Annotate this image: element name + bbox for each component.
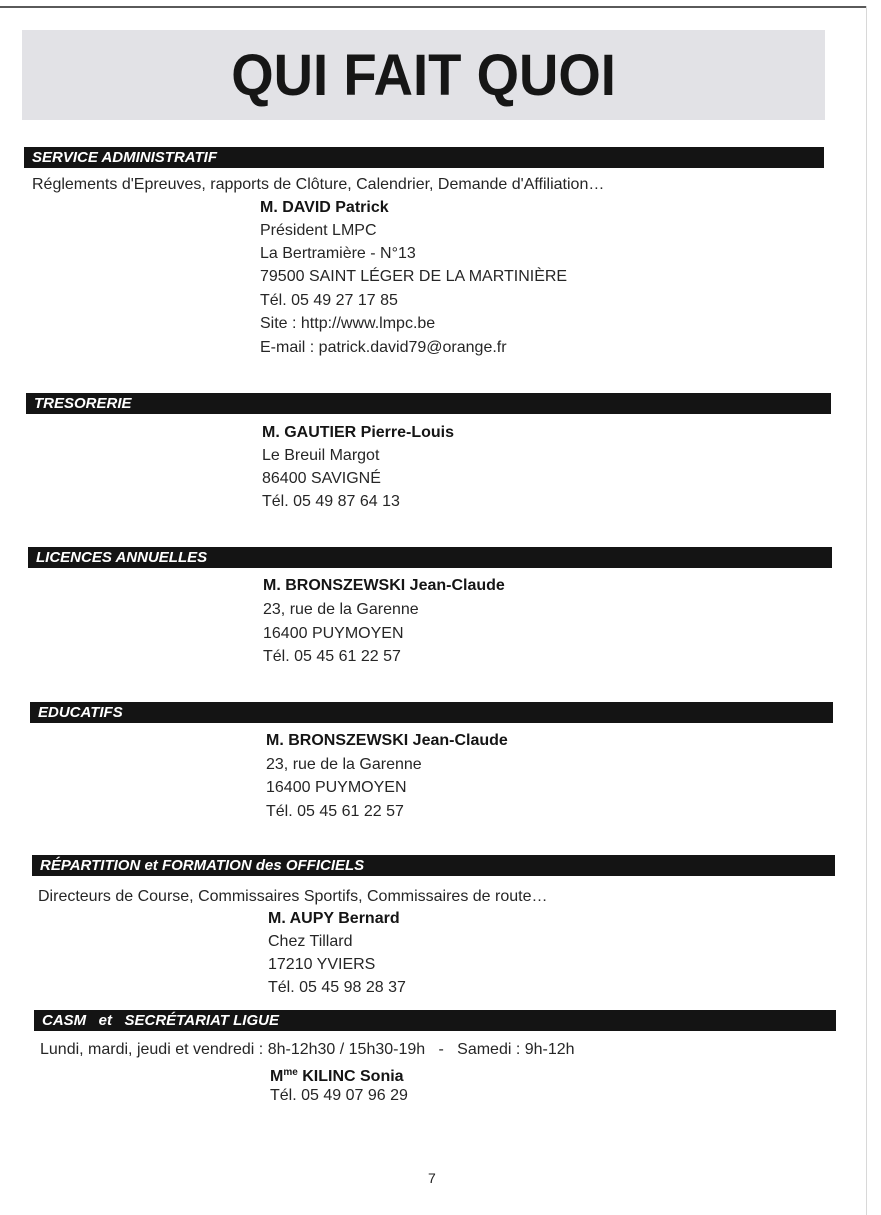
section-bar-tresorerie [26,393,831,414]
name-prefix-superscript: me [283,1067,298,1078]
contact-line: Tél. 05 49 07 96 29 [270,1087,408,1104]
section-heading: RÉPARTITION et FORMATION des OFFICIELS [40,857,365,874]
contact-line: Chez Tillard [268,933,353,950]
contact-line: 17210 YVIERS [268,956,376,973]
contact-line: E-mail : patrick.david79@orange.fr [260,339,507,356]
contact-line: Tél. 05 45 61 22 57 [263,648,401,665]
page-number: 7 [428,1170,436,1186]
section-bar-licences-annuelles [28,547,832,568]
contact-line: Site : http://www.lmpc.be [260,315,436,332]
section-heading: TRESORERIE [34,395,132,412]
section-description: Directeurs de Course, Commissaires Sportifs, Commissaires de route… [38,888,548,905]
contact-line: La Bertramière - N°13 [260,245,416,262]
title-band [22,30,825,120]
name-prefix: M [270,1068,284,1085]
page-right-edge [866,6,867,1215]
page-title: QUI FAIT QUOI [231,42,616,108]
contact-line: Tél. 05 49 87 64 13 [262,493,400,510]
contact-line: Président LMPC [260,222,377,239]
contact-name [270,1063,404,1087]
contact-line: 86400 SAVIGNÉ [262,470,381,487]
contact-line: Le Breuil Margot [262,447,380,464]
contact-line: Tél. 05 49 27 17 85 [260,292,398,309]
section-heading: EDUCATIFS [38,704,123,721]
section-heading: SERVICE ADMINISTRATIF [32,149,218,166]
section-bar-educatifs [30,702,833,723]
contact-name: M. DAVID Patrick [260,199,389,216]
section-bar-officiels [32,855,835,876]
contact-name: M. GAUTIER Pierre-Louis [262,424,455,441]
section-bar-casm [34,1010,836,1031]
section-heading: CASM et SECRÉTARIAT LIGUE [42,1012,279,1029]
contact-name: M. AUPY Bernard [268,910,400,927]
page-top-edge [0,6,866,8]
contact-line: 23, rue de la Garenne [266,756,422,773]
contact-name: M. BRONSZEWSKI Jean-Claude [263,577,505,594]
contact-line: 16400 PUYMOYEN [266,779,407,796]
contact-name-text: KILINC Sonia [302,1068,404,1085]
contact-line: 16400 PUYMOYEN [263,625,404,642]
section-description: Réglements d'Epreuves, rapports de Clôture, Calendrier, Demande d'Affiliation… [32,176,605,193]
contact-line: 79500 SAINT LÉGER DE LA MARTINIÈRE [260,268,568,285]
section-bar-service-administratif [24,147,824,168]
section-heading: LICENCES ANNUELLES [36,549,208,566]
contact-line: 23, rue de la Garenne [263,601,419,618]
contact-name: M. BRONSZEWSKI Jean-Claude [266,732,508,749]
contact-line: Tél. 05 45 61 22 57 [266,803,404,820]
contact-line: Tél. 05 45 98 28 37 [268,979,406,996]
section-description: Lundi, mardi, jeudi et vendredi : 8h-12h30 / 15h30-19h - Samedi : 9h-12h [40,1041,575,1058]
